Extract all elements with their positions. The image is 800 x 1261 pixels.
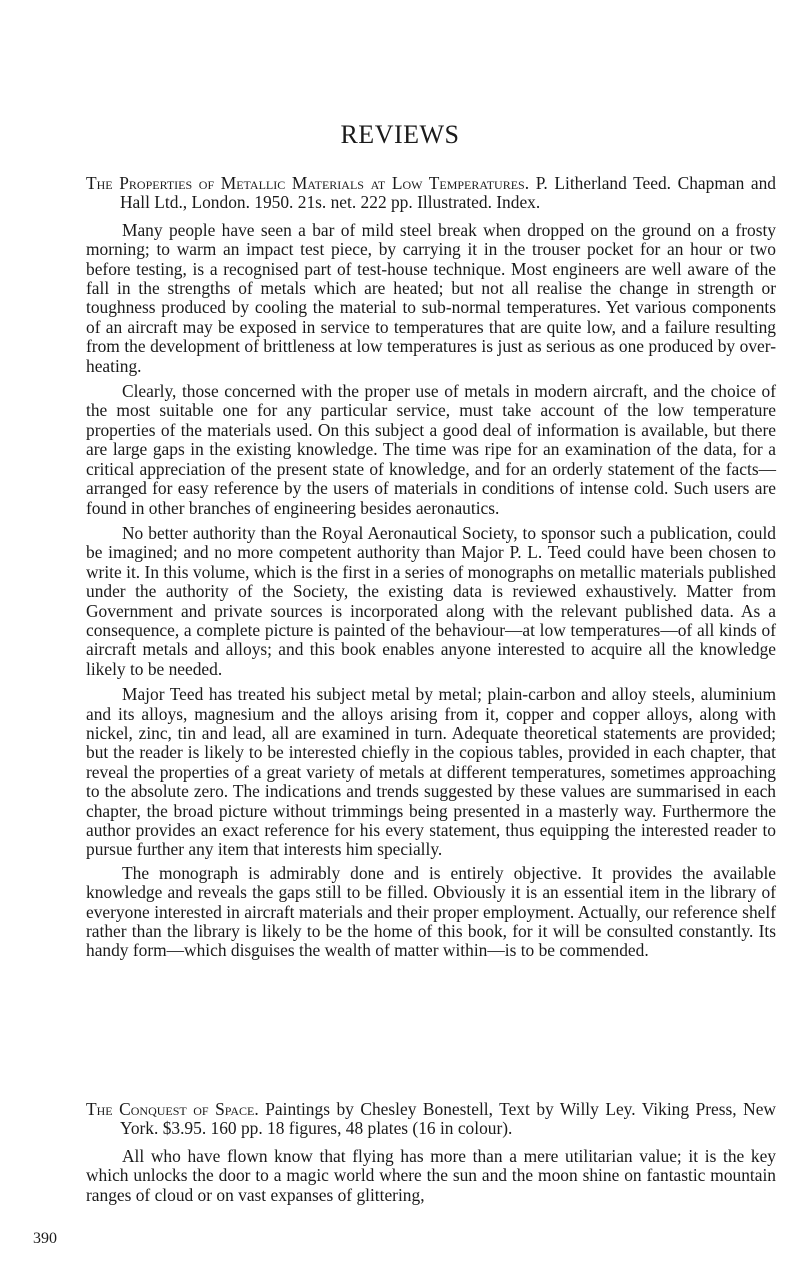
review-paragraph: Major Teed has treated his subject metal by metal; plain-carbon and alloy steels, aluminium and its alloys, magnesium and the alloys arising from it, copper and copper alloys, along with nickel, zinc, tin and lead, all are examined in turn. Adequate theoretical statements are provided; but the reader is likely to be interested chiefly in the copious tables, provided in each chapter, that reveal the properties of a great variety of metals at different temperatures, sometimes approaching to the absolute zero. The indications and trends suggested by these values are summarised in each chapter, the broad picture without trimmings being presented in a masterly way. Furthermore the author provides an exact reference for his every statement, thus equipping the interested reader to pursue further any item that interests him specially.	[86, 684, 776, 860]
review-paragraph: Clearly, those concerned with the proper use of metals in modern aircraft, and the choice of the most suitable one for any particular service, must take account of the low temperature properties of the materials used. On this subject a good deal of information is available, but there are large gaps in the existing knowledge. The time was ripe for an examination of the data, for a critical appreciation of the present state of knowledge, and for an orderly statement of the facts—arranged for easy reference by the users of materials in conditions of intense cold. Such users are found in other branches of engineering besides aeronautics.	[86, 381, 776, 518]
page-heading: REVIEWS	[340, 120, 460, 149]
book-details: P. Litherland Teed. Chapman and Hall Ltd., London. 1950. 21s. net. 222 pp. Illustrated. Index.	[120, 173, 776, 213]
review-paragraph: No better authority than the Royal Aeronautical Society, to sponsor such a publication, could be imagined; and no more competent authority than Major P. L. Teed could have been chosen to write it. In this volume, which is the first in a series of monographs on metallic materials published under the authority of the Society, the existing data is reviewed exhaustively. Matter from Government and private sources is incorporated along with the relevant published data. As a consequence, a complete picture is painted of the behaviour—at low temperatures—of all kinds of aircraft metals and alloys; and this book enables anyone interested to acquire all the knowledge likely to be needed.	[86, 522, 776, 679]
page-number: 390	[33, 1230, 57, 1247]
book-title: The Properties of Metallic Materials at Low Temperatures.	[86, 173, 530, 193]
book-title: The Conquest of Space.	[86, 1099, 259, 1119]
review-paragraph: Many people have seen a bar of mild steel break when dropped on the ground on a frosty morning; to warm an impact test piece, by carrying it in the trouser pocket for an hour or two before testing, is a recognised part of test-house technique. Most engineers are well aware of the fall in the strengths of metals which are heated; but not all realise the change in strength or toughness produced by cooling the material to sub-normal temperatures. Yet various components of an aircraft may be exposed in service to temperatures that are quite low, and a failure resulting from the development of brittleness at low temperatures is just as serious as one produced by over-heating.	[86, 219, 776, 376]
review-paragraph: All who have flown know that flying has more than a mere utilitarian value; it is the key which unlocks the door to a magic world where the sun and the moon shine on fantastic mountain ranges of cloud or on vast expanses of glittering,	[86, 1145, 776, 1205]
review-conquest-of-space	[86, 1100, 776, 1211]
review-properties-of-metallic-materials	[86, 174, 776, 967]
review-citation	[86, 174, 776, 213]
review-paragraph: The monograph is admirably done and is entirely objective. It provides the available knowledge and reveals the gaps still to be filled. Obviously it is an essential item in the library of everyone interested in aircraft materials and their proper employment. Actually, our reference shelf rather than the library is likely to be the home of this book, for it will be consulted constantly. Its handy form—which disguises the wealth of matter within—is to be commended.	[86, 862, 776, 961]
review-citation	[86, 1100, 776, 1139]
book-details: Paintings by Chesley Bonestell, Text by Willy Ley. Viking Press, New York. $3.95. 160 pp. 18 figures, 48 plates (16 in colour).	[120, 1099, 776, 1139]
